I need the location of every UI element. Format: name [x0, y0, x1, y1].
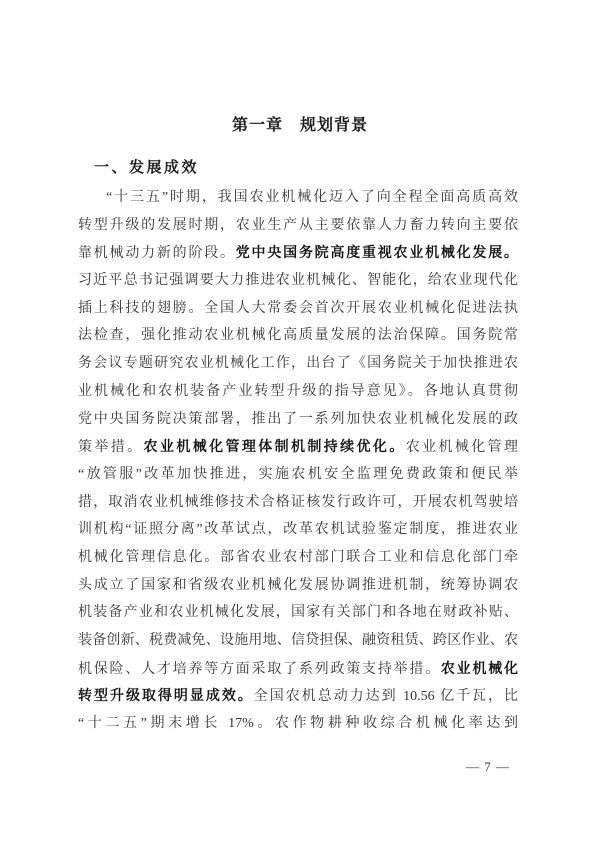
- text-run: 装备创新、税费减免、设施用地、信贷担保、融资租赁、跨区作业、农: [78, 633, 518, 648]
- text-line: [78, 572, 518, 600]
- text-line: [78, 516, 518, 544]
- text-line: [78, 710, 518, 738]
- text-line: [78, 239, 518, 267]
- bold-text-run: 转型升级取得明显成效。: [78, 687, 254, 704]
- text-run: 务会议专题研究农业机械化工作，出台了《国务院关于加快推进农: [78, 356, 518, 372]
- text-run: 头成立了国家和省级农业机械化发展协调推进机制，统筹协调农: [78, 577, 518, 593]
- text-run: 靠机械动力新的阶段。: [78, 246, 236, 262]
- text-run: 党中央国务院决策部署，推出了一系列加快农业机械化发展的政: [78, 411, 518, 427]
- text-line: [78, 322, 518, 350]
- text-line: [78, 406, 518, 434]
- text-run: 插上科技的翅膀。全国人大常委会首次开展农业机械化促进法执: [78, 300, 518, 316]
- text-line: [78, 212, 518, 240]
- text-run: 机装备产业和农业机械化发展，国家有关部门和各地在财政补贴、: [78, 605, 518, 621]
- text-line: [78, 295, 518, 323]
- text-run: 机保险、人才培养等方面采取了系列政策支持举措。: [78, 661, 441, 677]
- text-run: 机械化管理信息化。部省农业农村部门联合工业和信息化部门牵: [78, 549, 518, 565]
- text-line: [78, 461, 518, 489]
- body-paragraph: [78, 184, 518, 738]
- text-line: [78, 489, 518, 517]
- text-line: [78, 599, 518, 627]
- text-run: “十三五”时期，我国农业机械化迈入了向全程全面高质高效: [106, 190, 518, 205]
- text-line: [78, 433, 518, 461]
- text-run: 转型升级的发展时期，农业生产从主要依靠人力畜力转向主要依: [78, 217, 518, 233]
- text-run: 习近平总书记强调要大力推进农业机械化、智能化，给农业现代化: [78, 273, 518, 289]
- text-run: 农业机械化管理: [405, 440, 518, 456]
- chapter-title: 第一章 规划背景: [231, 117, 368, 134]
- text-line: [78, 682, 518, 710]
- bold-text-run: 农业机械化: [440, 659, 518, 676]
- text-run: 全国农机总动力达到 10.56 亿千瓦，比: [253, 689, 518, 705]
- text-line: [78, 544, 518, 572]
- text-run: 措，取消农业机械维修技术合格证核发行政许可，开展农机驾驶培: [78, 494, 518, 510]
- text-line: [78, 378, 518, 406]
- text-run: 训机构“证照分离”改革试点，改革农机试验鉴定制度，推进农业: [78, 522, 518, 538]
- text-run: 策举措。: [78, 440, 144, 456]
- bold-text-run: 党中央国务院高度重视农业机械化发展。: [235, 244, 518, 261]
- page-number: — 7 —: [466, 759, 510, 774]
- text-run: “放管服”改革加快推进，实施农机安全监理免费政策和便民举: [78, 466, 518, 482]
- text-line: [78, 267, 518, 295]
- text-run: 业机械化和农机装备产业转型升级的指导意见》。各地认真贯彻: [78, 383, 518, 399]
- section-heading: 一、发展成效: [94, 159, 200, 176]
- text-line: [78, 350, 518, 378]
- bold-text-run: 农业机械化管理体制机制持续优化。: [143, 438, 406, 455]
- text-run: “十二五”期末增长 17%。农作物耕种收综合机械化率达到: [78, 716, 518, 732]
- text-line: [78, 627, 518, 655]
- text-line: [78, 184, 518, 212]
- text-line: [78, 655, 518, 683]
- text-run: 法检查，强化推动农业机械化高质量发展的法治保障。国务院常: [78, 328, 518, 344]
